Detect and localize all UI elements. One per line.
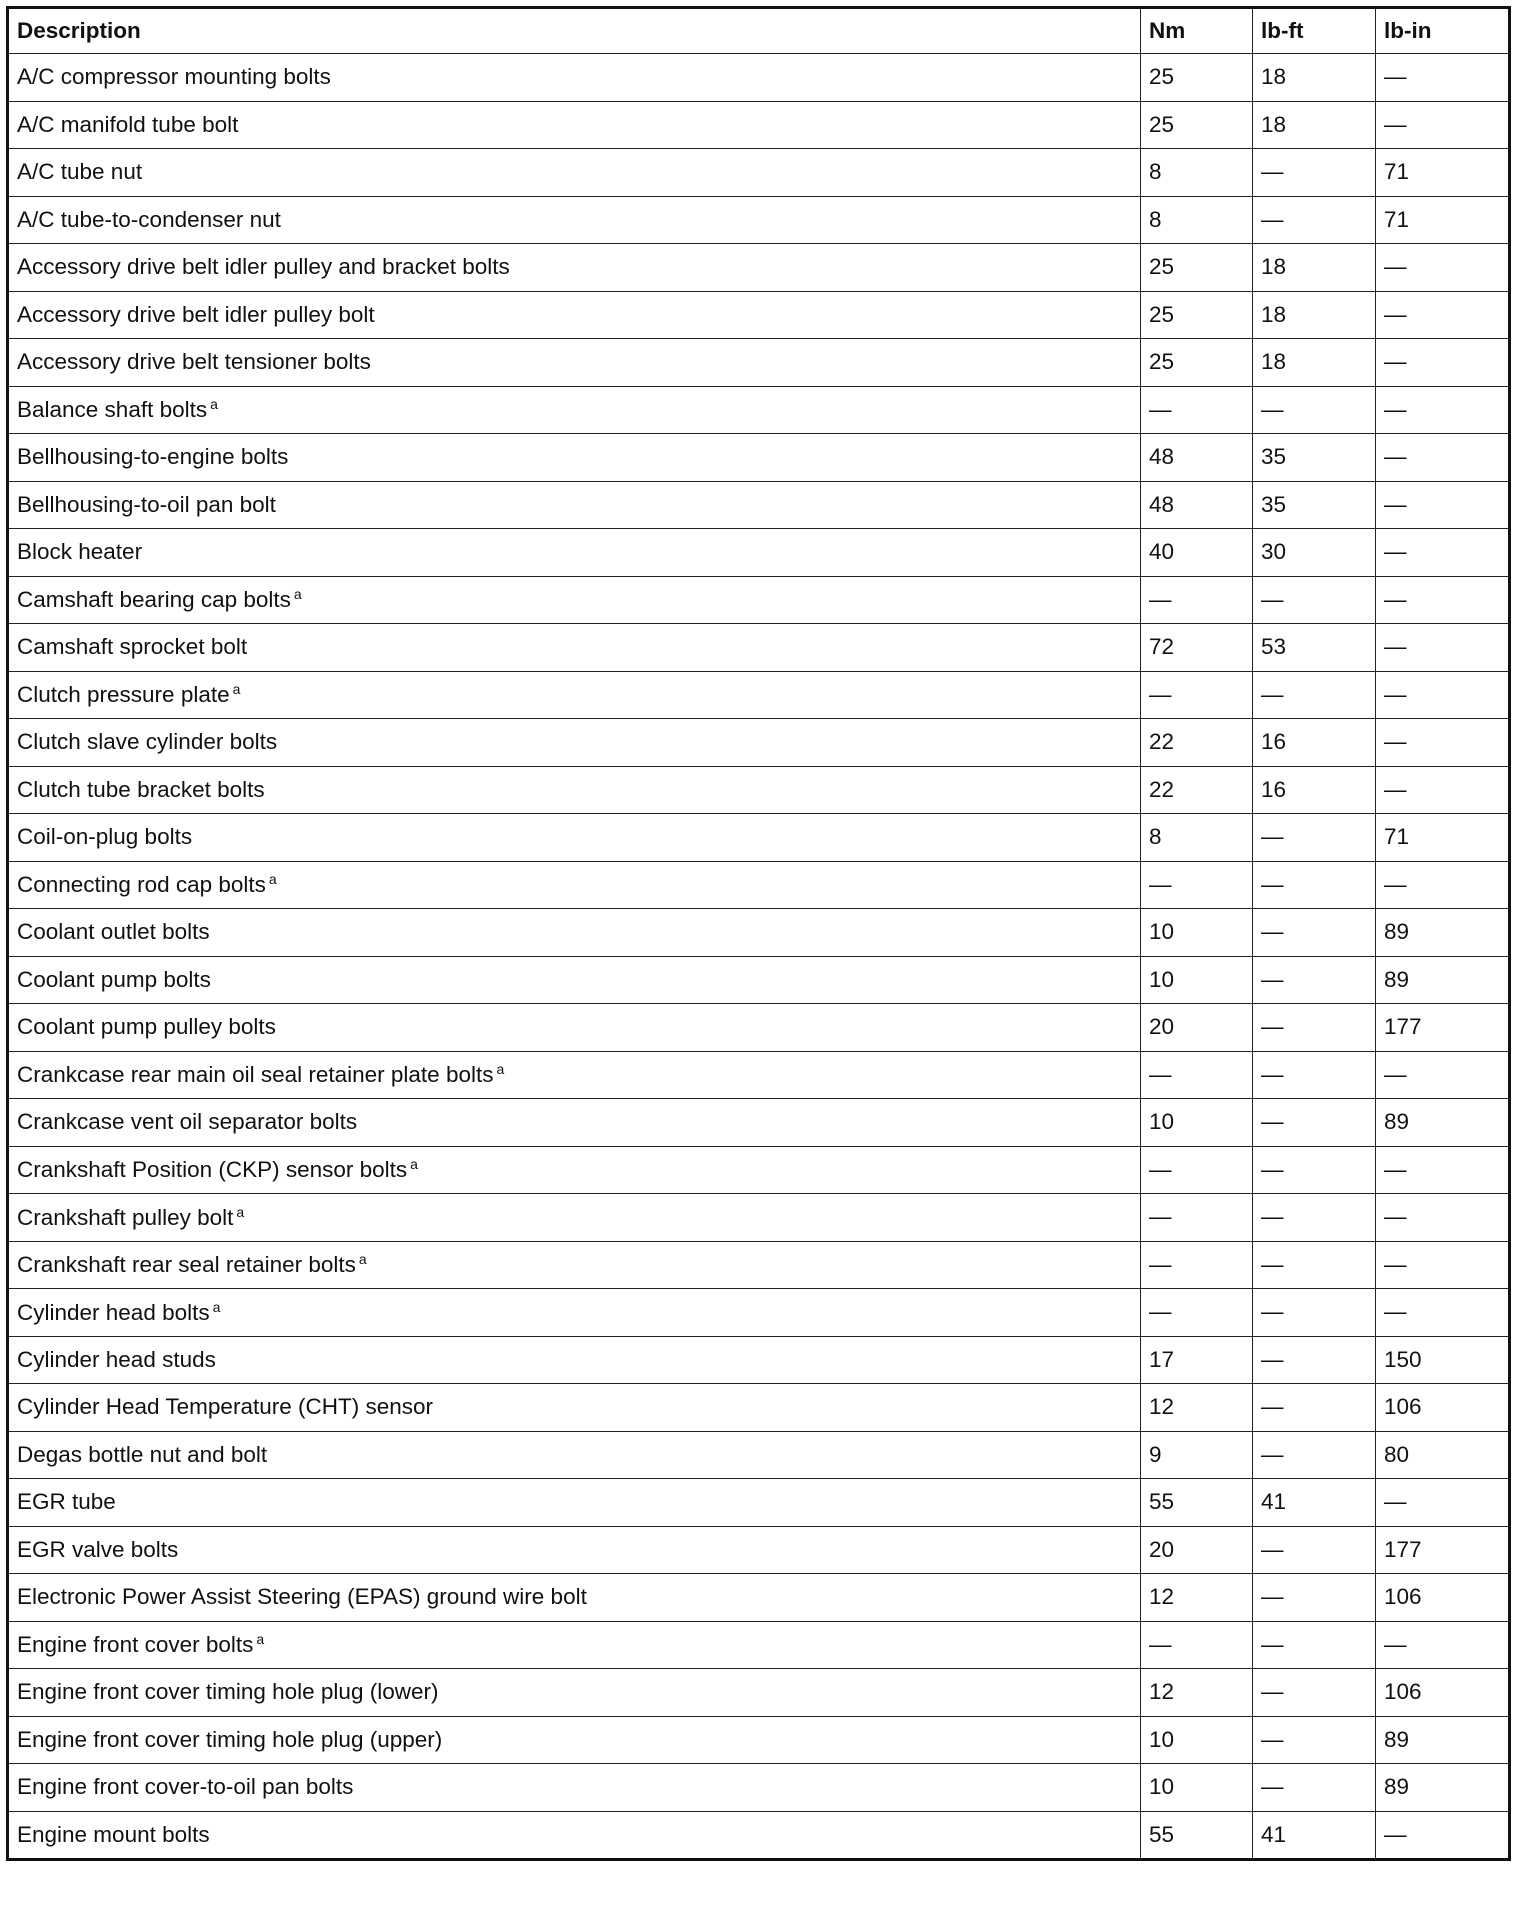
cell-lb-in: 89 (1376, 956, 1510, 1004)
cell-lb-ft: — (1253, 1146, 1376, 1194)
cell-lb-in: 71 (1376, 814, 1510, 862)
cell-description (8, 291, 1141, 339)
header-lb-ft: lb-ft (1253, 8, 1376, 54)
table-row (8, 1716, 1510, 1764)
cell-description (8, 766, 1141, 814)
cell-nm: 10 (1141, 1716, 1253, 1764)
description-text: Cylinder Head Temperature (CHT) sensor (17, 1394, 433, 1420)
table-row (8, 54, 1510, 102)
table-row (8, 1526, 1510, 1574)
cell-nm: 48 (1141, 481, 1253, 529)
cell-lb-ft: — (1253, 1241, 1376, 1289)
cell-description (8, 1716, 1141, 1764)
table-row (8, 196, 1510, 244)
cell-nm: 10 (1141, 956, 1253, 1004)
description-text: Accessory drive belt idler pulley and bracket bolts (17, 254, 510, 280)
description-text: EGR valve bolts (17, 1536, 179, 1562)
footnote-marker: a (210, 396, 218, 413)
cell-lb-ft: — (1253, 386, 1376, 434)
cell-nm: — (1141, 671, 1253, 719)
table-header-row (8, 8, 1510, 54)
cell-description (8, 1004, 1141, 1052)
description-text: Camshaft bearing cap bolts (17, 587, 291, 613)
cell-lb-in: — (1376, 576, 1510, 624)
cell-lb-ft: 30 (1253, 529, 1376, 577)
table-row (8, 956, 1510, 1004)
description-text: Coil-on-plug bolts (17, 824, 193, 850)
cell-lb-in: 106 (1376, 1574, 1510, 1622)
table-row (8, 814, 1510, 862)
cell-description (8, 149, 1141, 197)
cell-lb-in: — (1376, 1811, 1510, 1860)
cell-description (8, 434, 1141, 482)
table-row (8, 244, 1510, 292)
cell-lb-ft: — (1253, 1051, 1376, 1099)
cell-nm: 20 (1141, 1004, 1253, 1052)
description-text: Clutch tube bracket bolts (17, 776, 265, 802)
table-row (8, 1479, 1510, 1527)
cell-nm: — (1141, 861, 1253, 909)
table-row (8, 576, 1510, 624)
cell-nm: 22 (1141, 766, 1253, 814)
description-text: EGR tube (17, 1489, 116, 1515)
cell-description (8, 1621, 1141, 1669)
cell-lb-ft: 35 (1253, 481, 1376, 529)
cell-lb-in: — (1376, 1289, 1510, 1337)
cell-nm: 22 (1141, 719, 1253, 767)
description-text: Bellhousing-to-oil pan bolt (17, 491, 276, 517)
cell-lb-in: — (1376, 719, 1510, 767)
table-row (8, 1051, 1510, 1099)
cell-lb-in: 150 (1376, 1336, 1510, 1384)
cell-lb-ft: — (1253, 814, 1376, 862)
cell-lb-ft: — (1253, 909, 1376, 957)
cell-nm: 8 (1141, 149, 1253, 197)
cell-nm: 12 (1141, 1669, 1253, 1717)
cell-nm: — (1141, 1621, 1253, 1669)
table-row (8, 529, 1510, 577)
cell-lb-ft: 53 (1253, 624, 1376, 672)
description-text: Engine front cover timing hole plug (upper) (17, 1726, 443, 1752)
table-row (8, 1764, 1510, 1812)
table-row (8, 1146, 1510, 1194)
description-text: Coolant pump bolts (17, 966, 211, 992)
cell-lb-ft: — (1253, 576, 1376, 624)
cell-lb-ft: 18 (1253, 101, 1376, 149)
cell-nm: 8 (1141, 814, 1253, 862)
cell-nm: — (1141, 1289, 1253, 1337)
cell-lb-ft: — (1253, 1431, 1376, 1479)
footnote-marker: a (358, 1251, 367, 1268)
cell-lb-in: 80 (1376, 1431, 1510, 1479)
cell-lb-in: — (1376, 1146, 1510, 1194)
cell-nm: — (1141, 1146, 1253, 1194)
cell-description (8, 1289, 1141, 1337)
description-text: Coolant pump pulley bolts (17, 1014, 276, 1040)
cell-description (8, 481, 1141, 529)
table-row (8, 719, 1510, 767)
cell-description (8, 1194, 1141, 1242)
cell-description (8, 624, 1141, 672)
cell-nm: 40 (1141, 529, 1253, 577)
cell-description (8, 1336, 1141, 1384)
cell-lb-ft: — (1253, 1621, 1376, 1669)
cell-nm: — (1141, 386, 1253, 434)
description-text: Cylinder head studs (17, 1346, 216, 1372)
cell-lb-in: 89 (1376, 909, 1510, 957)
cell-lb-in: — (1376, 244, 1510, 292)
cell-nm: — (1141, 1194, 1253, 1242)
table-row (8, 481, 1510, 529)
cell-lb-in: — (1376, 434, 1510, 482)
cell-lb-in: — (1376, 481, 1510, 529)
cell-lb-in: — (1376, 54, 1510, 102)
cell-lb-in: 89 (1376, 1099, 1510, 1147)
cell-lb-ft: 18 (1253, 54, 1376, 102)
table-row (8, 101, 1510, 149)
footnote-marker: a (268, 871, 277, 888)
cell-lb-in: — (1376, 1241, 1510, 1289)
cell-lb-ft: — (1253, 1336, 1376, 1384)
cell-lb-ft: — (1253, 1574, 1376, 1622)
table-row (8, 1669, 1510, 1717)
description-text: Camshaft sprocket bolt (17, 634, 248, 660)
description-text: Crankshaft rear seal retainer bolts (17, 1252, 356, 1278)
cell-nm: 12 (1141, 1574, 1253, 1622)
cell-nm: 10 (1141, 909, 1253, 957)
cell-description (8, 1574, 1141, 1622)
cell-description (8, 719, 1141, 767)
cell-nm: 8 (1141, 196, 1253, 244)
cell-lb-ft: — (1253, 1716, 1376, 1764)
description-text: Engine front cover timing hole plug (lower) (17, 1679, 439, 1705)
cell-nm: 25 (1141, 101, 1253, 149)
cell-lb-in: — (1376, 1621, 1510, 1669)
cell-description (8, 1479, 1141, 1527)
cell-description (8, 1051, 1141, 1099)
cell-description (8, 576, 1141, 624)
description-text: Cylinder head bolts (17, 1299, 210, 1325)
description-text: Electronic Power Assist Steering (EPAS) ground wire bolt (17, 1584, 587, 1610)
cell-lb-ft: 18 (1253, 339, 1376, 387)
description-text: Accessory drive belt tensioner bolts (17, 349, 371, 375)
footnote-marker: a (212, 1298, 221, 1315)
cell-lb-in: 177 (1376, 1526, 1510, 1574)
cell-lb-in: — (1376, 291, 1510, 339)
table-row (8, 434, 1510, 482)
table-row (8, 1574, 1510, 1622)
cell-lb-in: 106 (1376, 1384, 1510, 1432)
description-text: Engine mount bolts (17, 1821, 210, 1847)
cell-description (8, 1241, 1141, 1289)
table-body (8, 54, 1510, 1860)
cell-nm: 9 (1141, 1431, 1253, 1479)
description-text: Clutch slave cylinder bolts (17, 729, 278, 755)
table-row (8, 1289, 1510, 1337)
table-row (8, 1241, 1510, 1289)
table-row (8, 909, 1510, 957)
cell-nm: — (1141, 1051, 1253, 1099)
cell-lb-ft: — (1253, 149, 1376, 197)
description-text: Engine front cover-to-oil pan bolts (17, 1774, 354, 1800)
table-row (8, 766, 1510, 814)
cell-lb-ft: — (1253, 956, 1376, 1004)
cell-lb-in: — (1376, 386, 1510, 434)
cell-lb-ft: — (1253, 1004, 1376, 1052)
description-text: Crankshaft Position (CKP) sensor bolts (17, 1157, 408, 1183)
cell-lb-in: — (1376, 529, 1510, 577)
cell-lb-in: 106 (1376, 1669, 1510, 1717)
description-text: Balance shaft bolts (17, 397, 208, 423)
cell-lb-in: — (1376, 861, 1510, 909)
torque-spec-page (6, 6, 1508, 1861)
cell-lb-ft: — (1253, 1764, 1376, 1812)
cell-description (8, 339, 1141, 387)
description-text: Coolant outlet bolts (17, 919, 210, 945)
cell-nm: 25 (1141, 291, 1253, 339)
cell-lb-ft: 18 (1253, 244, 1376, 292)
footnote-marker: a (496, 1061, 505, 1078)
cell-lb-in: — (1376, 671, 1510, 719)
cell-lb-ft: — (1253, 671, 1376, 719)
description-text: Bellhousing-to-engine bolts (17, 444, 289, 470)
torque-spec-table (6, 6, 1511, 1861)
description-text: Clutch pressure plate (17, 682, 230, 708)
cell-lb-in: — (1376, 339, 1510, 387)
description-text: Crankcase rear main oil seal retainer plate bolts (17, 1062, 494, 1088)
header-description: Description (8, 8, 1141, 54)
description-text: Block heater (17, 539, 143, 565)
cell-nm: 20 (1141, 1526, 1253, 1574)
cell-lb-in: 177 (1376, 1004, 1510, 1052)
header-nm: Nm (1141, 8, 1253, 54)
table-row (8, 149, 1510, 197)
cell-nm: 10 (1141, 1099, 1253, 1147)
cell-nm: 17 (1141, 1336, 1253, 1384)
cell-description (8, 1669, 1141, 1717)
table-row (8, 291, 1510, 339)
cell-description (8, 101, 1141, 149)
table-row (8, 386, 1510, 434)
table-row (8, 339, 1510, 387)
cell-nm: 55 (1141, 1479, 1253, 1527)
cell-lb-ft: — (1253, 1384, 1376, 1432)
description-text: Connecting rod cap bolts (17, 872, 266, 898)
table-row (8, 1099, 1510, 1147)
cell-description (8, 54, 1141, 102)
cell-lb-in: 89 (1376, 1716, 1510, 1764)
cell-description (8, 529, 1141, 577)
cell-description (8, 1526, 1141, 1574)
description-text: A/C tube-to-condenser nut (17, 206, 281, 232)
cell-lb-ft: — (1253, 861, 1376, 909)
cell-nm: 10 (1141, 1764, 1253, 1812)
description-text: A/C tube nut (17, 159, 143, 185)
cell-description (8, 386, 1141, 434)
cell-nm: 72 (1141, 624, 1253, 672)
table-row (8, 1384, 1510, 1432)
cell-lb-ft: 41 (1253, 1811, 1376, 1860)
cell-lb-ft: 41 (1253, 1479, 1376, 1527)
description-text: Accessory drive belt idler pulley bolt (17, 301, 375, 327)
description-text: Degas bottle nut and bolt (17, 1441, 268, 1467)
cell-nm: 55 (1141, 1811, 1253, 1860)
table-row (8, 671, 1510, 719)
footnote-marker: a (236, 1203, 245, 1220)
footnote-marker: a (256, 1631, 265, 1648)
footnote-marker: a (410, 1156, 418, 1173)
cell-lb-in: — (1376, 766, 1510, 814)
description-text: Crankcase vent oil separator bolts (17, 1109, 358, 1135)
cell-lb-ft: — (1253, 196, 1376, 244)
description-text: Crankshaft pulley bolt (17, 1204, 234, 1230)
cell-nm: 48 (1141, 434, 1253, 482)
cell-description (8, 1431, 1141, 1479)
table-row (8, 1431, 1510, 1479)
header-lb-in: lb-in (1376, 8, 1510, 54)
cell-nm: 25 (1141, 54, 1253, 102)
cell-lb-ft: — (1253, 1669, 1376, 1717)
cell-lb-in: 89 (1376, 1764, 1510, 1812)
cell-description (8, 861, 1141, 909)
cell-description (8, 1099, 1141, 1147)
cell-description (8, 814, 1141, 862)
cell-lb-ft: 18 (1253, 291, 1376, 339)
cell-lb-in: — (1376, 624, 1510, 672)
table-row (8, 1004, 1510, 1052)
cell-nm: — (1141, 576, 1253, 624)
cell-lb-ft: — (1253, 1289, 1376, 1337)
cell-lb-in: 71 (1376, 149, 1510, 197)
description-text: Engine front cover bolts (17, 1632, 254, 1658)
table-row (8, 1336, 1510, 1384)
cell-nm: 12 (1141, 1384, 1253, 1432)
cell-description (8, 1384, 1141, 1432)
table-row (8, 861, 1510, 909)
cell-description (8, 1146, 1141, 1194)
table-row (8, 1621, 1510, 1669)
cell-lb-ft: 16 (1253, 719, 1376, 767)
cell-lb-in: — (1376, 1479, 1510, 1527)
cell-lb-ft: — (1253, 1526, 1376, 1574)
cell-description (8, 909, 1141, 957)
cell-nm: — (1141, 1241, 1253, 1289)
table-row (8, 624, 1510, 672)
cell-lb-in: — (1376, 101, 1510, 149)
cell-lb-in: — (1376, 1194, 1510, 1242)
table-row (8, 1811, 1510, 1860)
description-text: A/C compressor mounting bolts (17, 64, 331, 90)
cell-description (8, 956, 1141, 1004)
footnote-marker: a (293, 586, 302, 603)
cell-lb-in: 71 (1376, 196, 1510, 244)
cell-description (8, 671, 1141, 719)
cell-description (8, 196, 1141, 244)
cell-nm: 25 (1141, 244, 1253, 292)
cell-description (8, 1764, 1141, 1812)
table-row (8, 1194, 1510, 1242)
cell-lb-ft: — (1253, 1194, 1376, 1242)
cell-description (8, 244, 1141, 292)
cell-lb-ft: — (1253, 1099, 1376, 1147)
cell-lb-ft: 35 (1253, 434, 1376, 482)
cell-nm: 25 (1141, 339, 1253, 387)
description-text: A/C manifold tube bolt (17, 111, 239, 137)
cell-description (8, 1811, 1141, 1860)
footnote-marker: a (232, 681, 241, 698)
cell-lb-ft: 16 (1253, 766, 1376, 814)
cell-lb-in: — (1376, 1051, 1510, 1099)
